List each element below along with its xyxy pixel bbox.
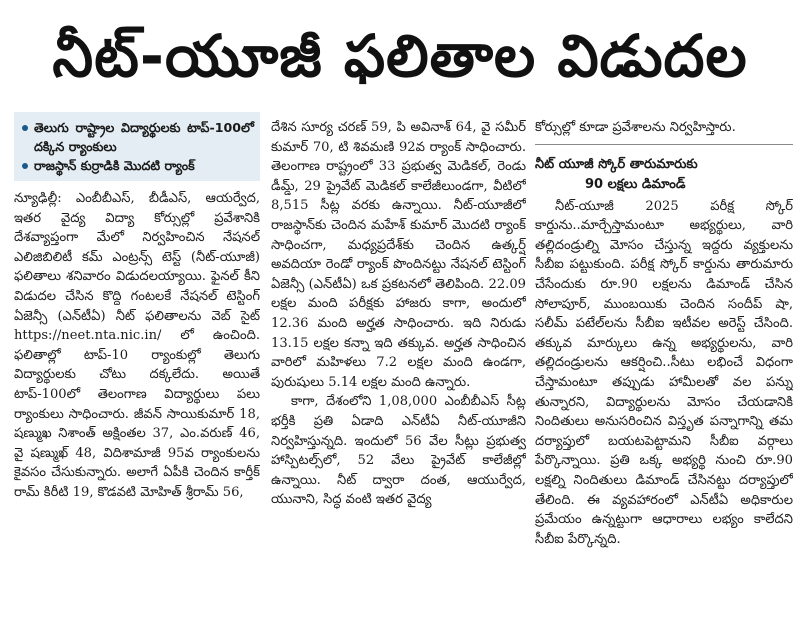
website-link[interactable]: https://neet.nta.nic.in/: [14, 328, 162, 344]
article-text: న్యూఢిల్లీ: ఎంబీబీఎస్‌, బీడీఎస్‌, ఆయర్వేద, ఇతర వైద్య విద్యా కోర్సుల్లో ప్రవేశానికి దేశవ్యాప్తంగా మేలో నిర్వహించిన నేషనల్‌ ఎలిజిబిలిటీ కమ్‌ ఎంట్రన్స్‌ టెస్ట్‌ (నీట్‌-యూజీ) ఫలితాలు శనివారం విడుదలయ్యాయి. ఫైనల్‌ కీని విడుదల చేసిన కొద్ది గంటలకే నేషనల్‌ టెస్టింగ్‌ ఏజెన్సీ (ఎన్‌టీఏ) నీట్‌ ఫలితాలను వెబ్‌ సైట్‌: [14, 191, 260, 324]
divider: [535, 144, 793, 145]
column-3: [535, 118, 793, 628]
column-1: [14, 112, 260, 628]
highlights-box: [14, 112, 260, 181]
highlight-item: రాజస్థాన్‌ కుర్రాడికి మొదటి ర్యాంక్‌: [20, 156, 254, 175]
article-paragraph: [14, 189, 260, 503]
article-paragraph: నీట్‌-యూజీ 2025 పరీక్ష స్కోర్‌ కార్డును..మార్చేస్తామంటూ అభ్యర్థులు, వారి తల్లిదండ్రుల్ని మోసం చేస్తున్న ఇద్దరు వ్యక్తులను సీబీఐ పట్టుకుంది. పరీక్ష స్కోర్‌ కార్డును తారుమారు చేసేందుకు రూ.90 లక్షలను డిమాండ్‌ చేసిన సోలాపూర్‌, ముంబయికు చెందిన సందీప్‌ షా, సలీమ్‌ పటేల్‌లను సీబీఐ ఇటీవల అరెస్ట్‌ చేసింది. తక్కువ మార్కులు ఉన్న అభ్యర్థులను, వారి తల్లిదండ్రులను ఆకర్షించి..సీటు లభించే విధంగా చేస్తామంటూ తప్పుడు హామీలతో వల పన్ను తున్నారని, విద్యార్థులను మోసం చేయడానికి నిందితులు అనుసరించిన విస్తృత పన్నాగాన్ని తమ దర్యాప్తులో బయటపెట్టామని సీబీఐ వర్గాలు పేర్కొన్నాయి. ప్రతి ఒక్క అభ్యర్థి నుంచి రూ.90 లక్షల్ని నిందితులు డిమాండ్‌ చేసినట్టు దర్యాప్తులో తేలింది. ఈ వ్యవహారంలో ఎన్‌టీఏ అధికారుల ప్రమేయం ఉన్నట్టుగా ఆధారాలు లభ్యం కాలేదని సీబీఐ పేర్కొన్నది.: [535, 198, 793, 547]
column-2: [271, 118, 526, 628]
article-paragraph: కాగా, దేశంలోని 1,08,000 ఎంబీబీఎస్‌ సీట్ల భర్తీకి ప్రతి ఏడాది ఎన్‌టీఏ నీట్‌-యూజీని నిర్వహిస్తున్నది. ఇందులో 56 వేల సీట్లు ప్రభుత్వ హాస్పిటల్స్‌లో, 52 వేలు ప్రైవేట్‌ కాలేజీల్లో ఉన్నాయి. నీట్‌ ద్వారా దంత, ఆయుర్వేద, యునాని, సిద్ధ వంటి ఇతర వైద్య: [271, 394, 526, 508]
article-paragraph: దేశిన సూర్య చరణ్‌ 59, పి అవినాశ్‌ 64, వై సమీర్‌ కుమార్‌ 70, టి శివమణి 92వ ర్యాంక్‌ సాధించారు. తెలంగాణ రాష్ట్రంలో 33 ప్రభుత్వ మెడికల్‌, రెండు డీమ్డ్‌, 29 ప్రైవేట్‌ మెడికల్‌ కాలేజీలుండగా, వీటిలో 8,515 సీట్ల వరకు ఉన్నాయి. నీట్‌-యూజీలో రాజస్థాన్‌కు చెందిన మహేశ్‌ కుమార్‌ మొదటి ర్యాంక్‌ సాధించగా, మధ్యప్రదేశ్‌కు చెందిన ఉత్కర్ష్‌ అవదియా రెండో ర్యాంక్‌ పొందినట్టు నేషనల్‌ టెస్టింగ్‌ ఏజెన్సీ (ఎన్‌టీఏ) ఒక ప్రకటనలో తెలిపింది. 22.09 లక్షల మంది పరీక్షకు హాజరు కాగా, అందులో 12.36 మంది అర్హత సాధించారు. ఇది నిరుడు 13.15 లక్షల కన్నా ఇది తక్కువ. అర్హత సాధించిన వారిలో మహిళలు 7.2 లక్షల మంది ఉండగా, పురుషులు 5.14 లక్షల మంది ఉన్నారు.: [271, 120, 526, 390]
subheading-line-2: 90 లక్షలు డిమాండ్‌: [585, 176, 686, 192]
subheading-line-1: నీట్‌ యూజీ స్కోర్‌ తారుమారుకు: [535, 156, 698, 172]
highlight-item: తెలుగు రాష్ట్రాల విద్యార్థులకు టాప్‌-100లో దక్కిన ర్యాంకులు: [20, 118, 254, 156]
article-paragraph: కోర్సుల్లో కూడా ప్రవేశాలను నిర్వహిస్తారు.: [535, 120, 736, 135]
headline: నీట్‌-యూజీ ఫలితాల విడుదల: [52, 22, 748, 90]
subheading: [535, 155, 793, 195]
article-text: లో ఉంచింది. ఫలితాల్లో టాప్‌-10 ర్యాంకుల్లో తెలుగు విద్యార్థులకు చోటు దక్కలేదు. అయితే టాప్‌-100లో తెలంగాణ విద్యార్థులు పలు ర్యాంకులు సాధించారు. జీవన్‌ సాయికుమార్‌ 18, షణ్ముఖ నిశాంత్‌ అక్షింతల 37, ఎం.వరుణ్‌ 46, వై షణ్ముఖ్‌ 48, విదిశామాజీ 95వ ర్యాంకులను కైవసం చేసుకున్నారు. అలాగే ఏపీకి చెందిన కార్తీక్‌ రామ్‌ కిరీటి 19, కొడవటి మోహిత్‌ శ్రీరామ్‌ 56,: [14, 328, 260, 500]
